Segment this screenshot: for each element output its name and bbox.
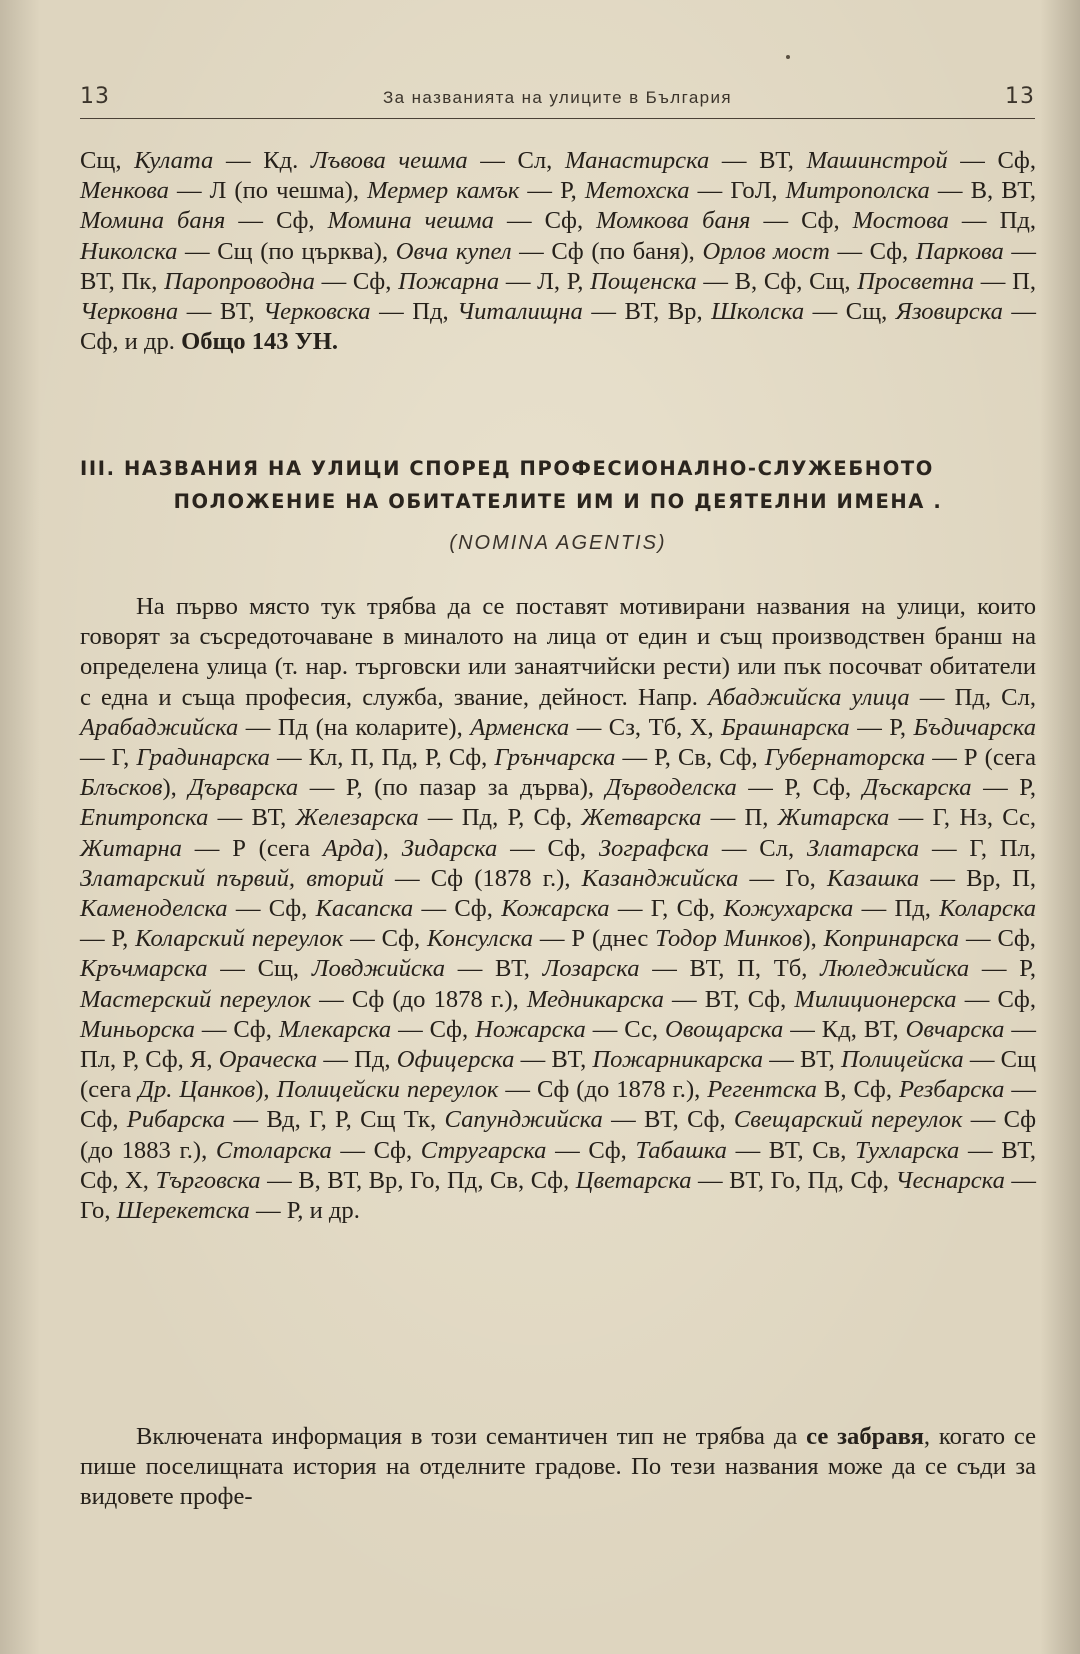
text-run: Общо 143 УН.	[181, 328, 339, 356]
text-run: — Пд, Сл,	[909, 683, 1036, 711]
text-run: — Г, Нз, Сс,	[889, 804, 1037, 832]
section-heading	[80, 452, 1036, 518]
text-run: , когато се пише поселищната история на отделните градове. По тези названия може да се съди за видовете профе-	[80, 1423, 1036, 1511]
street-name: Полицейска	[841, 1046, 964, 1074]
text-run: — Сщ,	[804, 298, 896, 326]
street-name: Търговска	[155, 1166, 261, 1194]
street-name: Жетварска	[581, 804, 702, 832]
text-run: — ВТ, Пк,	[80, 237, 1037, 295]
text-run: — Г, Сф,	[609, 895, 724, 923]
text-run: — Сф (по баня),	[511, 237, 703, 265]
text-run: — Кд.	[213, 147, 311, 174]
text-run: — Сф,	[314, 267, 399, 295]
street-name: Овчарска	[905, 1015, 1005, 1043]
street-name: Градинарска	[136, 744, 270, 772]
text-run: ),	[255, 1076, 277, 1104]
text-run: — Вд, Г, Р, Сщ Тк,	[225, 1106, 445, 1134]
text-run: — Пд, Р, Сф,	[418, 804, 582, 832]
street-name: Златарский първий, вторий	[80, 864, 384, 892]
street-name: Брашнарска	[721, 713, 850, 741]
street-name: Момина баня	[80, 207, 226, 235]
text-run: — Сл,	[467, 147, 565, 174]
street-name: Черковска	[263, 298, 371, 326]
street-name: Кожухарска	[723, 895, 854, 923]
text-run: — ВТ,	[514, 1046, 593, 1074]
text-run: — Сщ,	[207, 955, 312, 983]
street-name: Дъскарска	[862, 774, 972, 802]
street-name: Митрополска	[785, 177, 930, 205]
street-name: Медникарска	[526, 985, 664, 1013]
street-name: Лъвова чешма	[310, 147, 468, 174]
text-run: ),	[162, 774, 189, 802]
street-name: Офицерска	[396, 1046, 515, 1074]
text-run: — Р, Св, Сф,	[615, 744, 765, 772]
text-run: — ВТ,	[208, 804, 296, 832]
text-run: — В, ВТ,	[929, 177, 1036, 205]
page-number-right: 13	[1005, 84, 1035, 109]
text-run: Сщ,	[80, 147, 135, 174]
running-title: За названията на улиците в България	[382, 88, 733, 107]
text-run: — Сф,	[225, 207, 328, 235]
street-name: Пожарна	[398, 267, 500, 295]
street-name: Овча купел	[395, 237, 512, 265]
text-run: — Сф,	[227, 895, 316, 923]
street-name: Житарна	[80, 834, 182, 862]
street-name: Шерекетска	[116, 1197, 250, 1225]
street-name: Менкова	[80, 177, 169, 205]
text-run: — Р, (по пазар за дърва),	[298, 774, 606, 802]
text-run: — ВТ,	[445, 955, 543, 983]
street-name: Полицейски переулок	[276, 1076, 499, 1104]
text-run: — ВТ, П, Тб,	[639, 955, 821, 983]
street-name: Златарска	[806, 834, 920, 862]
text-run: — ВТ, Го, Пд, Сф,	[691, 1166, 896, 1194]
text-run: — Сщ (по църква),	[177, 237, 396, 265]
section-title-line-2: ПОЛОЖЕНИЕ НА ОБИТАТЕЛИТЕ ИМ И ПО ДЕЯТЕЛНИ ИМЕНА .	[173, 490, 943, 513]
text-run: — ВТ, Вр,	[582, 298, 712, 326]
text-run: — ВТ, Сф,	[602, 1106, 734, 1134]
street-name: Копринарска	[823, 925, 960, 953]
street-name: Язовирска	[895, 298, 1003, 326]
street-name: Милиционерска	[794, 985, 957, 1013]
street-name: Паропроводна	[164, 267, 315, 295]
text-run: — Р,	[849, 713, 914, 741]
street-name: Чеснарска	[895, 1166, 1005, 1194]
text-run: — Р,	[971, 774, 1036, 802]
street-name: Казашка	[826, 864, 920, 892]
text-run: — Сф (до 1878 г.),	[498, 1076, 708, 1104]
street-name: Ораческа	[218, 1046, 318, 1074]
street-name: Зидарска	[401, 834, 498, 862]
text-run: — ВТ, Сф,	[663, 985, 795, 1013]
text-run: — Го,	[738, 864, 827, 892]
street-name: Железарска	[295, 804, 419, 832]
street-name: Коларский переулок	[135, 925, 344, 953]
text-run: — Р,	[969, 955, 1036, 983]
street-name: Дърварска	[188, 774, 299, 802]
text-run: — Сф,	[413, 895, 502, 923]
text-run: — Р (днес	[533, 925, 656, 953]
paragraph-professional-names	[80, 592, 1036, 1226]
text-run: — Сл,	[709, 834, 807, 862]
text-run: — Сз, Тб, Х,	[569, 713, 722, 741]
street-name: Тодор Минков	[655, 925, 803, 953]
street-name: Житарска	[777, 804, 890, 832]
page-number-left: 13	[80, 84, 110, 109]
text-run: — Го,	[80, 1166, 1037, 1225]
section-heading-line-1	[80, 452, 1036, 485]
street-name: Кожарска	[501, 895, 610, 923]
section-latin-title: (NOMINA AGENTIS)	[449, 532, 667, 554]
street-name: Миньорска	[80, 1015, 195, 1043]
street-name: Люледжийска	[820, 955, 970, 983]
street-name: Пожарникарска	[592, 1046, 764, 1074]
text-run: — Сф, и др.	[80, 298, 1037, 356]
text-run: се забравя	[806, 1423, 924, 1450]
text-run: — Пл, Р, Сф, Я,	[80, 1015, 1036, 1074]
street-name: Николска	[80, 237, 178, 265]
street-name: Момкова баня	[596, 207, 751, 235]
text-run: — Р, и др.	[249, 1197, 360, 1225]
street-name: Ловджийска	[311, 955, 445, 983]
text-run: — Пд,	[370, 298, 458, 326]
text-run: — ВТ, Сф, Х,	[80, 1136, 1036, 1194]
running-header	[80, 84, 1035, 118]
street-name: Машинстрой	[806, 147, 948, 174]
header-rule	[80, 118, 1035, 119]
street-name: Момина чешма	[327, 207, 494, 235]
street-name: Арда	[322, 834, 375, 862]
street-name: Свещарский переулок	[733, 1106, 963, 1134]
text-run: — Р (сега	[181, 834, 323, 862]
street-name: Арменска	[470, 713, 570, 741]
street-name: Губернаторска	[764, 744, 926, 772]
text-run: — Р (сега	[925, 744, 1036, 772]
street-name: Абаджийска улица	[708, 683, 910, 711]
street-name: Столарска	[215, 1136, 332, 1164]
text-run: — Р,	[519, 177, 585, 205]
text-run: — Сс,	[585, 1015, 666, 1043]
paragraph-street-list-continued	[80, 146, 1036, 357]
street-name: Зографска	[598, 834, 710, 862]
text-run: — Кд, ВТ,	[783, 1015, 906, 1043]
street-name: Овощарска	[665, 1015, 784, 1043]
text-run: — Пд,	[948, 207, 1037, 235]
street-name: Стругарска	[420, 1136, 547, 1164]
text-run: — ВТ,	[763, 1046, 842, 1074]
street-name: Грънчарска	[494, 744, 616, 772]
text-run: — П,	[701, 804, 778, 832]
text-run: — Л, Р,	[499, 267, 591, 295]
street-name: Казанджийска	[581, 864, 739, 892]
street-name: Дърводелска	[605, 774, 737, 802]
street-name: Регентска	[707, 1076, 817, 1104]
text-run: — Кл, П, Пд, Р, Сф,	[269, 744, 495, 772]
text-run: — Сф,	[343, 925, 427, 953]
text-run: — Сщ (сега	[80, 1046, 1037, 1104]
street-name: Просветна	[857, 267, 975, 295]
text-run: — Пд,	[317, 1046, 397, 1074]
street-name: Мостова	[852, 207, 949, 235]
text-run: — Г, Пл,	[919, 834, 1036, 862]
text-run: — ВТ, Св,	[726, 1136, 856, 1164]
text-run: — ВТ,	[709, 147, 807, 174]
text-run: — В, ВТ, Вр, Го, Пд, Св, Сф,	[260, 1166, 576, 1194]
street-name: Паркова	[915, 237, 1004, 265]
street-name: Арабаджийска	[80, 713, 239, 741]
text-run: — Сф,	[80, 1076, 1036, 1134]
text-run: — Сф,	[959, 925, 1036, 953]
street-name: Каменоделска	[80, 895, 228, 923]
text-run: — Сф,	[956, 985, 1037, 1013]
text-run: — П,	[974, 267, 1036, 295]
street-name: Орлов мост	[702, 237, 830, 265]
text-run: — В, Сф, Сщ,	[696, 267, 858, 295]
text-run: — Сф (до 1878 г.),	[311, 985, 527, 1013]
street-name: Ножарска	[475, 1015, 586, 1043]
text-run: — Г,	[80, 744, 137, 772]
text-run: В, Сф,	[816, 1076, 899, 1104]
text-run: — Сф,	[750, 207, 853, 235]
street-name: Черковна	[80, 298, 179, 326]
text-run: ),	[374, 834, 402, 862]
street-name: Епитропска	[80, 804, 209, 832]
text-run: — Сф,	[829, 237, 916, 265]
street-name: Рибарска	[126, 1106, 226, 1134]
text-run: Включената информация в този семантичен тип не трябва да	[136, 1423, 807, 1450]
text-run: — Сф,	[391, 1015, 476, 1043]
street-name: Мермер камък	[367, 177, 520, 205]
section-title-line-1: НАЗВАНИЯ НА УЛИЦИ СПОРЕД ПРОФЕСИОНАЛНО-СЛУЖЕБНОТО	[123, 457, 934, 480]
text-run: — Сф,	[546, 1136, 636, 1164]
street-name: Читалищна	[457, 298, 583, 326]
text-run: — Р,	[80, 925, 136, 953]
text-run: — Сф (1878 г.),	[383, 864, 582, 892]
street-name: Цветарска	[575, 1166, 692, 1194]
text-run: — ВТ,	[178, 298, 264, 326]
street-name: Блъсков	[80, 774, 163, 802]
text-run: — Сф,	[493, 207, 597, 235]
street-name: Млекарска	[278, 1015, 392, 1043]
street-name: Бъдичарска	[913, 713, 1036, 741]
street-name: Коларска	[939, 895, 1037, 923]
text-run: — Сф,	[331, 1136, 421, 1164]
street-name: Тухларска	[855, 1136, 960, 1164]
text-run: — Пд (на коларите),	[238, 713, 471, 741]
text-run: — Сф,	[497, 834, 599, 862]
text-run: ),	[802, 925, 824, 953]
street-name: Кулата	[134, 147, 214, 174]
paragraph-conclusion	[80, 1422, 1036, 1513]
text-run: — Сф,	[947, 147, 1036, 174]
text-run: — Л (по чешма),	[168, 177, 368, 205]
street-name: Мастерский переулок	[80, 985, 312, 1013]
text-run: На първо място тук трябва да се поставят мотивирани названия на улици, които говорят за съсредоточаване в миналото на лица от един и същ производствен бранш на определена улица (т. нар. търговски или занаятчийски рести) или пък посочват обитатели с една и съща професия, служба, звание, дейност. Напр.	[80, 593, 1036, 711]
street-name: Касапска	[315, 895, 414, 923]
street-name: Консулска	[426, 925, 534, 953]
text-run: — ГоЛ,	[689, 177, 786, 205]
text-run: — Сф,	[194, 1015, 279, 1043]
street-name: Табашка	[635, 1136, 727, 1164]
text-run: — Пд,	[853, 895, 940, 923]
street-name: Манастирска	[564, 147, 710, 174]
street-name: Лозарска	[542, 955, 640, 983]
street-name: Метохска	[584, 177, 690, 205]
street-name: Резбарска	[898, 1076, 1005, 1104]
street-name: Пощенска	[590, 267, 697, 295]
street-name: Кръчмарска	[80, 955, 208, 983]
text-run: — Вр, П,	[919, 864, 1036, 892]
street-name: Школска	[711, 298, 805, 326]
text-run: — Р, Сф,	[736, 774, 863, 802]
street-name: Сапунджийска	[444, 1106, 603, 1134]
street-name: Др. Цанков	[138, 1076, 256, 1104]
text-run: — Сф (до 1883 г.),	[80, 1106, 1037, 1164]
section-number: III.	[80, 457, 116, 480]
